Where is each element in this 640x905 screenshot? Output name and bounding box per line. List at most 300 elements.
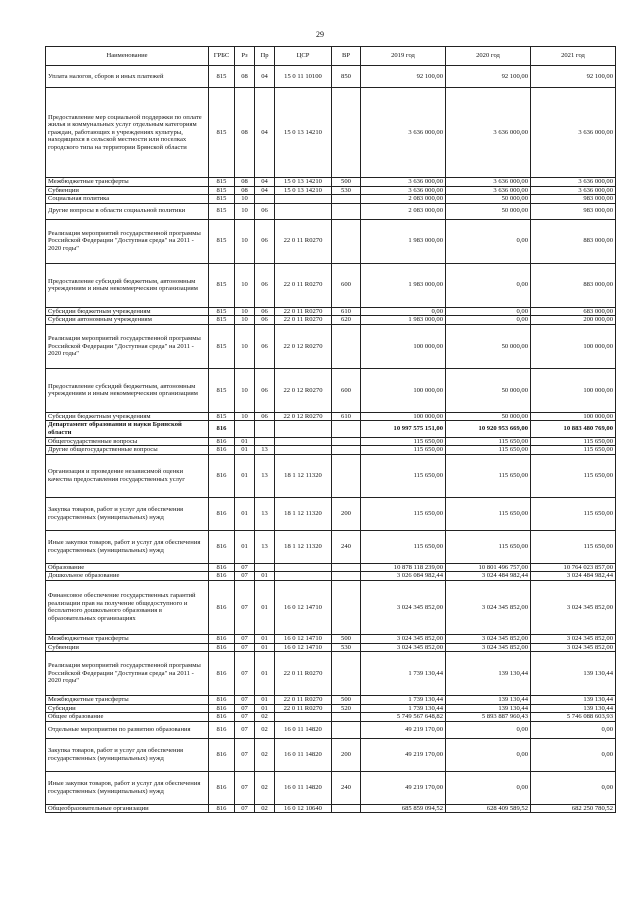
cell-2021: 139 130,44: [531, 704, 616, 713]
cell-grbs: 815: [209, 412, 235, 421]
cell-2021: 3 024 345 852,00: [531, 643, 616, 652]
cell-vr: [332, 804, 361, 813]
cell-csr: 22 0 11 R0270: [275, 652, 332, 696]
table-row: [46, 721, 616, 738]
header-name: Наименование: [46, 47, 209, 66]
table-body: [46, 66, 616, 813]
cell-vr: 240: [332, 771, 361, 804]
cell-pr: 01: [255, 580, 275, 634]
cell-name: Другие общегосударственные вопросы: [46, 446, 209, 455]
cell-name: Иные закупки товаров, работ и услуг для обеспечения государственных (муниципальных) нужд: [46, 771, 209, 804]
cell-2021: 115 650,00: [531, 497, 616, 530]
cell-pr: 13: [255, 454, 275, 497]
cell-2019: 3 636 000,00: [361, 88, 446, 178]
table-row: [46, 738, 616, 771]
cell-name: Субсидии: [46, 704, 209, 713]
cell-pr: 06: [255, 324, 275, 368]
cell-rz: 10: [235, 219, 255, 263]
cell-csr: 22 0 11 R0270: [275, 219, 332, 263]
cell-2019: 5 749 567 648,82: [361, 713, 446, 722]
cell-rz: 10: [235, 195, 255, 204]
cell-2021: 139 130,44: [531, 652, 616, 696]
table-row: [46, 195, 616, 204]
cell-2020: 139 130,44: [446, 704, 531, 713]
cell-name: Субсидии автономным учреждениям: [46, 316, 209, 325]
cell-pr: 13: [255, 497, 275, 530]
cell-vr: 600: [332, 368, 361, 412]
table-header-row: [46, 47, 616, 66]
cell-vr: [332, 421, 361, 437]
cell-2021: 139 130,44: [531, 696, 616, 705]
cell-rz: 10: [235, 412, 255, 421]
cell-name: Другие вопросы в области социальной политики: [46, 203, 209, 219]
cell-name: Реализация мероприятий государственной программы Российской Федерации "Доступная среда" на 2011 - 2020 годы": [46, 652, 209, 696]
cell-csr: 22 0 12 R0270: [275, 368, 332, 412]
cell-2019: 49 219 170,00: [361, 738, 446, 771]
cell-vr: 850: [332, 66, 361, 88]
cell-vr: [332, 446, 361, 455]
cell-vr: [332, 572, 361, 581]
cell-grbs: 815: [209, 186, 235, 195]
table-row: [46, 263, 616, 307]
header-rz: Рз: [235, 47, 255, 66]
cell-2020: 50 000,00: [446, 412, 531, 421]
cell-2021: 100 000,00: [531, 324, 616, 368]
cell-pr: 04: [255, 186, 275, 195]
cell-name: Предоставление мер социальной поддержки по оплате жилья и коммунальных услуг отдельным категориям граждан, работающих в учреждениях культуры, находящихся в сельской местности или поселках городского типа на территории Брянской области: [46, 88, 209, 178]
cell-2021: 92 100,00: [531, 66, 616, 88]
cell-csr: 18 1 12 11320: [275, 530, 332, 563]
cell-rz: 08: [235, 186, 255, 195]
cell-2020: 0,00: [446, 219, 531, 263]
cell-2021: 883 000,00: [531, 219, 616, 263]
cell-2020: 3 636 000,00: [446, 88, 531, 178]
cell-2019: 49 219 170,00: [361, 771, 446, 804]
cell-csr: 15 0 13 14210: [275, 88, 332, 178]
cell-csr: 15 0 11 10100: [275, 66, 332, 88]
cell-vr: 530: [332, 186, 361, 195]
cell-csr: 22 0 11 R0270: [275, 263, 332, 307]
cell-csr: 16 0 11 14820: [275, 738, 332, 771]
cell-rz: 01: [235, 530, 255, 563]
cell-pr: [255, 563, 275, 572]
cell-name: Департамент образования и науки Брянской области: [46, 421, 209, 437]
table-row: [46, 580, 616, 634]
cell-pr: 04: [255, 66, 275, 88]
cell-vr: 500: [332, 634, 361, 643]
cell-csr: 16 0 11 14820: [275, 721, 332, 738]
cell-vr: 620: [332, 316, 361, 325]
cell-2020: 3 024 345 852,00: [446, 643, 531, 652]
cell-2019: 115 650,00: [361, 454, 446, 497]
header-pr: Пр: [255, 47, 275, 66]
cell-name: Организация и проведение независимой оценки качества предоставления государственных услуг: [46, 454, 209, 497]
cell-2019: 1 739 130,44: [361, 652, 446, 696]
cell-pr: 01: [255, 643, 275, 652]
cell-rz: 01: [235, 437, 255, 446]
cell-2019: 10 878 118 239,00: [361, 563, 446, 572]
cell-rz: 07: [235, 580, 255, 634]
cell-vr: 610: [332, 307, 361, 316]
cell-2019: 92 100,00: [361, 66, 446, 88]
cell-2020: 0,00: [446, 316, 531, 325]
cell-2019: 3 024 345 852,00: [361, 643, 446, 652]
cell-rz: 10: [235, 263, 255, 307]
cell-grbs: 815: [209, 219, 235, 263]
cell-vr: [332, 652, 361, 696]
cell-2021: 0,00: [531, 721, 616, 738]
cell-2021: 682 250 780,52: [531, 804, 616, 813]
table-row: [46, 88, 616, 178]
cell-rz: 10: [235, 203, 255, 219]
cell-2020: 10 920 953 669,00: [446, 421, 531, 437]
cell-2019: 100 000,00: [361, 368, 446, 412]
cell-pr: 02: [255, 771, 275, 804]
cell-name: Межбюджетные трансферты: [46, 634, 209, 643]
cell-pr: [255, 195, 275, 204]
cell-pr: 04: [255, 88, 275, 178]
cell-grbs: 816: [209, 738, 235, 771]
cell-2019: 3 636 000,00: [361, 178, 446, 187]
cell-2021: 115 650,00: [531, 530, 616, 563]
table-row: [46, 704, 616, 713]
table-row: [46, 713, 616, 722]
cell-grbs: 815: [209, 324, 235, 368]
cell-name: Общее образование: [46, 713, 209, 722]
cell-csr: 16 0 12 14710: [275, 643, 332, 652]
cell-name: Отдельные мероприятия по развитию образования: [46, 721, 209, 738]
cell-2021: 983 000,00: [531, 195, 616, 204]
cell-2019: 2 083 000,00: [361, 195, 446, 204]
cell-grbs: 815: [209, 195, 235, 204]
cell-vr: 200: [332, 738, 361, 771]
cell-grbs: 815: [209, 263, 235, 307]
cell-2019: 3 026 084 982,44: [361, 572, 446, 581]
cell-vr: 530: [332, 643, 361, 652]
cell-vr: [332, 437, 361, 446]
cell-csr: 16 0 11 14820: [275, 771, 332, 804]
cell-grbs: 816: [209, 643, 235, 652]
cell-name: Межбюджетные трансферты: [46, 178, 209, 187]
cell-pr: 06: [255, 219, 275, 263]
cell-2019: 2 083 000,00: [361, 203, 446, 219]
cell-2019: 49 219 170,00: [361, 721, 446, 738]
header-grbs: ГРБС: [209, 47, 235, 66]
cell-2020: 3 636 000,00: [446, 178, 531, 187]
cell-rz: 07: [235, 563, 255, 572]
cell-2020: 0,00: [446, 263, 531, 307]
cell-grbs: 816: [209, 437, 235, 446]
cell-pr: 06: [255, 263, 275, 307]
cell-csr: 18 1 12 11320: [275, 454, 332, 497]
table-row: [46, 643, 616, 652]
cell-pr: 06: [255, 203, 275, 219]
cell-rz: 07: [235, 804, 255, 813]
table-row: [46, 412, 616, 421]
cell-2019: 3 636 000,00: [361, 186, 446, 195]
table-row: [46, 307, 616, 316]
table-row: [46, 421, 616, 437]
cell-2019: 1 983 000,00: [361, 316, 446, 325]
cell-rz: 07: [235, 771, 255, 804]
cell-2020: 115 650,00: [446, 497, 531, 530]
cell-grbs: 816: [209, 497, 235, 530]
cell-grbs: 816: [209, 634, 235, 643]
budget-table: [45, 46, 616, 813]
cell-2020: 92 100,00: [446, 66, 531, 88]
cell-csr: 22 0 11 R0270: [275, 704, 332, 713]
cell-grbs: 815: [209, 203, 235, 219]
table-row: [46, 316, 616, 325]
cell-2021: 0,00: [531, 771, 616, 804]
header-vr: ВР: [332, 47, 361, 66]
cell-2021: 3 636 000,00: [531, 186, 616, 195]
cell-2020: 3 636 000,00: [446, 186, 531, 195]
cell-grbs: 815: [209, 178, 235, 187]
cell-2020: 3 024 345 852,00: [446, 580, 531, 634]
cell-2019: 115 650,00: [361, 446, 446, 455]
cell-name: Финансовое обеспечение государственных гарантий реализации прав на получение общедоступного и бесплатного дошкольного образования в образовательных организациях: [46, 580, 209, 634]
cell-grbs: 815: [209, 316, 235, 325]
cell-rz: 01: [235, 446, 255, 455]
cell-2020: 115 650,00: [446, 437, 531, 446]
cell-rz: 07: [235, 713, 255, 722]
cell-name: Межбюджетные трансферты: [46, 696, 209, 705]
cell-rz: [235, 421, 255, 437]
cell-2020: 139 130,44: [446, 652, 531, 696]
cell-2020: 115 650,00: [446, 446, 531, 455]
cell-2021: 115 650,00: [531, 437, 616, 446]
cell-grbs: 815: [209, 88, 235, 178]
cell-2021: 3 636 000,00: [531, 178, 616, 187]
cell-csr: 18 1 12 11320: [275, 497, 332, 530]
cell-name: Реализация мероприятий государственной программы Российской Федерации "Доступная среда" на 2011 - 2020 годы": [46, 219, 209, 263]
cell-pr: 01: [255, 652, 275, 696]
cell-csr: [275, 446, 332, 455]
cell-csr: 22 0 12 R0270: [275, 324, 332, 368]
cell-2021: 100 000,00: [531, 368, 616, 412]
cell-2019: 1 739 130,44: [361, 696, 446, 705]
cell-pr: 01: [255, 634, 275, 643]
cell-vr: 610: [332, 412, 361, 421]
cell-grbs: 816: [209, 563, 235, 572]
cell-name: Иные закупки товаров, работ и услуг для обеспечения государственных (муниципальных) нужд: [46, 530, 209, 563]
cell-pr: 06: [255, 307, 275, 316]
cell-2021: 115 650,00: [531, 446, 616, 455]
cell-rz: 07: [235, 738, 255, 771]
table-row: [46, 530, 616, 563]
cell-2020: 139 130,44: [446, 696, 531, 705]
cell-2020: 50 000,00: [446, 195, 531, 204]
table-row: [46, 66, 616, 88]
cell-rz: 10: [235, 324, 255, 368]
cell-vr: [332, 324, 361, 368]
table-row: [46, 804, 616, 813]
table-row: [46, 563, 616, 572]
cell-rz: 08: [235, 66, 255, 88]
cell-rz: 07: [235, 652, 255, 696]
table-row: [46, 368, 616, 412]
header-2021: 2021 год: [531, 47, 616, 66]
cell-pr: 01: [255, 572, 275, 581]
cell-vr: [332, 454, 361, 497]
cell-vr: [332, 721, 361, 738]
cell-grbs: 816: [209, 446, 235, 455]
cell-2019: 1 739 130,44: [361, 704, 446, 713]
cell-grbs: 816: [209, 713, 235, 722]
cell-vr: [332, 195, 361, 204]
table-row: [46, 186, 616, 195]
cell-pr: 06: [255, 412, 275, 421]
cell-2021: 100 000,00: [531, 412, 616, 421]
table-row: [46, 324, 616, 368]
cell-2020: 10 801 496 757,00: [446, 563, 531, 572]
cell-2021: 10 764 023 857,00: [531, 563, 616, 572]
cell-2020: 50 000,00: [446, 324, 531, 368]
cell-csr: [275, 437, 332, 446]
cell-csr: 16 0 12 14710: [275, 580, 332, 634]
cell-vr: [332, 219, 361, 263]
cell-pr: 02: [255, 738, 275, 771]
cell-name: Реализация мероприятий государственной программы Российской Федерации "Доступная среда" на 2011 - 2020 годы": [46, 324, 209, 368]
cell-2021: 683 000,00: [531, 307, 616, 316]
cell-rz: 10: [235, 307, 255, 316]
cell-2021: 200 000,00: [531, 316, 616, 325]
cell-rz: 07: [235, 634, 255, 643]
cell-rz: 10: [235, 316, 255, 325]
table-row: [46, 634, 616, 643]
header-2020: 2020 год: [446, 47, 531, 66]
cell-grbs: 816: [209, 721, 235, 738]
cell-vr: 500: [332, 696, 361, 705]
cell-csr: [275, 203, 332, 219]
cell-name: Субсидии бюджетным учреждениям: [46, 307, 209, 316]
table-row: [46, 652, 616, 696]
cell-2021: 983 000,00: [531, 203, 616, 219]
cell-grbs: 816: [209, 530, 235, 563]
cell-2021: 3 024 345 852,00: [531, 580, 616, 634]
cell-pr: 01: [255, 696, 275, 705]
table-row: [46, 446, 616, 455]
cell-2020: 5 893 887 960,43: [446, 713, 531, 722]
cell-grbs: 816: [209, 454, 235, 497]
cell-pr: 02: [255, 721, 275, 738]
cell-name: Субвенции: [46, 186, 209, 195]
cell-rz: 01: [235, 497, 255, 530]
cell-rz: 07: [235, 696, 255, 705]
cell-csr: [275, 713, 332, 722]
cell-grbs: 815: [209, 307, 235, 316]
cell-pr: 01: [255, 704, 275, 713]
cell-2020: 0,00: [446, 738, 531, 771]
cell-pr: 02: [255, 713, 275, 722]
cell-pr: [255, 421, 275, 437]
cell-csr: 22 0 12 R0270: [275, 412, 332, 421]
cell-csr: [275, 421, 332, 437]
table-row: [46, 437, 616, 446]
cell-2019: 3 024 345 852,00: [361, 634, 446, 643]
cell-name: Закупка товаров, работ и услуг для обеспечения государственных (муниципальных) нужд: [46, 738, 209, 771]
cell-vr: 500: [332, 178, 361, 187]
cell-2019: 0,00: [361, 307, 446, 316]
cell-2020: 0,00: [446, 771, 531, 804]
cell-name: Дошкольное образование: [46, 572, 209, 581]
cell-vr: [332, 203, 361, 219]
header-csr: ЦСР: [275, 47, 332, 66]
cell-2021: 0,00: [531, 738, 616, 771]
cell-grbs: 816: [209, 652, 235, 696]
cell-vr: [332, 88, 361, 178]
cell-name: Субвенции: [46, 643, 209, 652]
table-row: [46, 771, 616, 804]
cell-2020: 0,00: [446, 721, 531, 738]
cell-2020: 115 650,00: [446, 530, 531, 563]
cell-rz: 07: [235, 643, 255, 652]
cell-2019: 100 000,00: [361, 324, 446, 368]
header-2019: 2019 год: [361, 47, 446, 66]
cell-name: Образование: [46, 563, 209, 572]
cell-csr: [275, 195, 332, 204]
cell-name: Общегосударственные вопросы: [46, 437, 209, 446]
cell-csr: 22 0 11 R0270: [275, 316, 332, 325]
cell-csr: 16 0 12 14710: [275, 634, 332, 643]
page-number: 29: [316, 30, 324, 39]
cell-pr: 02: [255, 804, 275, 813]
cell-rz: 10: [235, 368, 255, 412]
cell-2021: 10 883 480 769,00: [531, 421, 616, 437]
cell-2021: 5 746 088 603,93: [531, 713, 616, 722]
cell-2020: 3 024 345 852,00: [446, 634, 531, 643]
cell-vr: 520: [332, 704, 361, 713]
cell-name: Предоставление субсидий бюджетным, автономным учреждениям и иным некоммерческим организациям: [46, 368, 209, 412]
cell-pr: 06: [255, 368, 275, 412]
table-row: [46, 454, 616, 497]
cell-2020: 3 024 484 982,44: [446, 572, 531, 581]
cell-2019: 100 000,00: [361, 412, 446, 421]
cell-pr: 06: [255, 316, 275, 325]
table-row: [46, 203, 616, 219]
cell-csr: 22 0 11 R0270: [275, 307, 332, 316]
cell-2019: 10 997 575 151,00: [361, 421, 446, 437]
cell-grbs: 816: [209, 580, 235, 634]
table-row: [46, 696, 616, 705]
cell-rz: 07: [235, 704, 255, 713]
cell-2019: 115 650,00: [361, 530, 446, 563]
cell-vr: [332, 580, 361, 634]
cell-pr: 13: [255, 530, 275, 563]
cell-rz: 08: [235, 88, 255, 178]
cell-pr: [255, 437, 275, 446]
cell-rz: 01: [235, 454, 255, 497]
cell-vr: 200: [332, 497, 361, 530]
cell-csr: 15 0 13 14210: [275, 178, 332, 187]
cell-2019: 3 024 345 852,00: [361, 580, 446, 634]
cell-2020: 0,00: [446, 307, 531, 316]
cell-vr: 600: [332, 263, 361, 307]
cell-2021: 3 024 484 982,44: [531, 572, 616, 581]
table-row: [46, 497, 616, 530]
cell-csr: 22 0 11 R0270: [275, 696, 332, 705]
cell-2021: 3 636 000,00: [531, 88, 616, 178]
cell-name: Субсидии бюджетным учреждениям: [46, 412, 209, 421]
cell-rz: 07: [235, 721, 255, 738]
cell-2019: 1 983 000,00: [361, 263, 446, 307]
cell-grbs: 816: [209, 696, 235, 705]
cell-name: Уплата налогов, сборов и иных платежей: [46, 66, 209, 88]
cell-2021: 883 000,00: [531, 263, 616, 307]
cell-2021: 115 650,00: [531, 454, 616, 497]
cell-grbs: 815: [209, 368, 235, 412]
